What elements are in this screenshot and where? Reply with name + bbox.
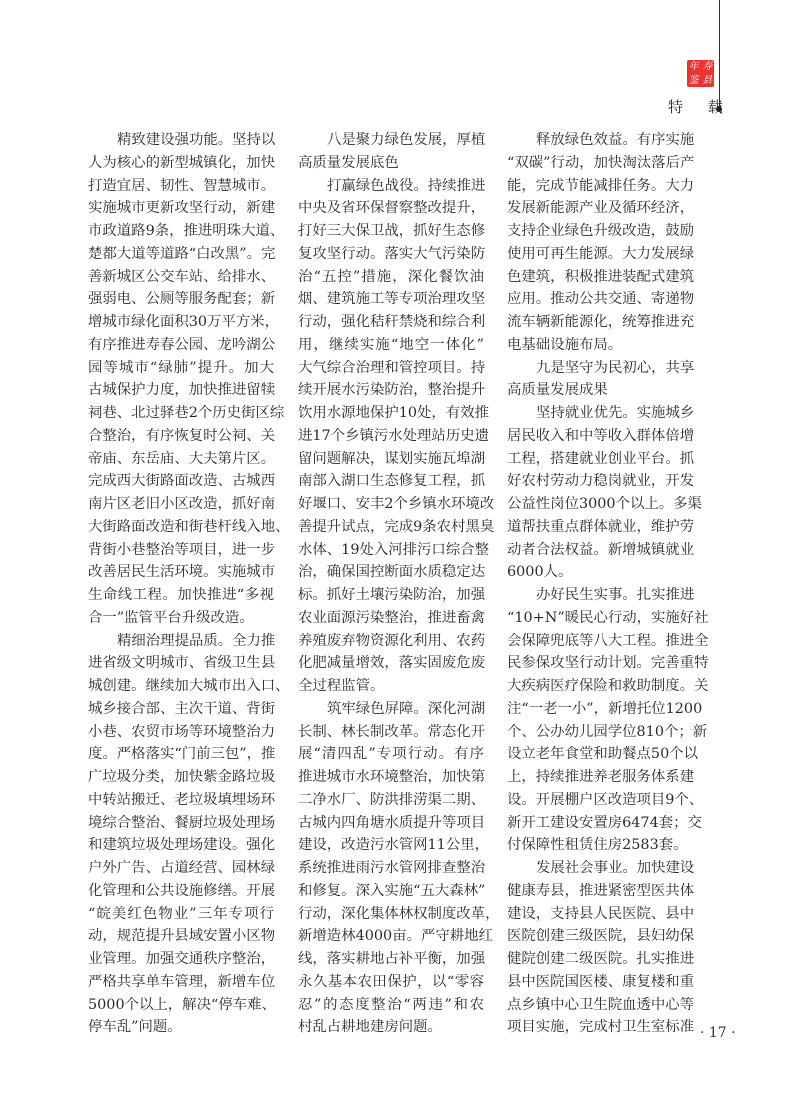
text-line: 善新城区公交车站、给排水、	[88, 268, 276, 285]
section-label: 特 载	[668, 98, 733, 116]
text-line: 应用。推动公共交通、寄递物	[507, 291, 695, 308]
text-line: 实施城市更新攻坚行动，新建	[88, 200, 276, 217]
text-line: 医院创建三级医院，县妇幼保	[507, 928, 695, 945]
text-line: 能，完成节能减排任务。大力	[507, 177, 695, 194]
text-line: 中央及省环保督察整改提升，	[298, 200, 486, 217]
text-line: 永久基本农田保护，以“零容	[298, 973, 484, 990]
text-line: 烟、建筑施工等专项治理攻坚	[298, 291, 486, 308]
text-line: 停车乱”问题。	[88, 1019, 182, 1036]
text-line: 5000个以上，解决“停车难、	[88, 996, 276, 1013]
text-line: 新开工建设安置房6474套；交	[507, 814, 702, 831]
seal-char: 年	[688, 61, 699, 72]
text-line: 善提升试点，完成9条农村黑臭	[298, 518, 495, 535]
text-line: 强弱电、公厕等服务配套；新	[88, 291, 276, 308]
text-line: 和修复。深入实施“五大森林”	[298, 882, 486, 899]
text-line: 留问题解决，谋划实施瓦埠湖	[298, 450, 486, 467]
yearbook-seal-logo	[687, 60, 714, 87]
text-line: 改善居民生活环境。实施城市	[88, 564, 276, 581]
text-line: 合一”监管平台升级改造。	[88, 609, 254, 626]
text-line: 标。抓好土壤污染防治，加强	[298, 587, 486, 603]
seal-char: 鉴	[688, 74, 699, 86]
text-line: 建设，支持县人民医院、县中	[507, 905, 695, 922]
page-number: · 17 ·	[700, 1025, 736, 1041]
text-line: 八是聚力绿色发展，厚植	[327, 132, 486, 148]
text-line: 道帮扶重点群体就业，维护劳	[507, 518, 695, 535]
text-line: 大疾病医疗保险和救助制度。关	[507, 678, 709, 694]
text-line: 推进城市水环境整治，加快第	[298, 769, 486, 785]
text-line: 发展社会事业。加快建设	[536, 860, 695, 876]
text-line: 发展新能源产业及循环经济，	[507, 200, 695, 217]
text-line: 全过程监管。	[298, 678, 385, 694]
text-line: “10+N”暖民心行动，实施好社	[507, 609, 709, 626]
text-line: “双碳”行动，加快淘汰落后产	[507, 154, 695, 171]
text-line: 水体、19处入河排污口综合整	[298, 541, 489, 558]
text-line: 祠巷、北过驿巷2个历史街区综	[88, 405, 285, 421]
text-line: 展“清四乱”专项行动。有序	[298, 746, 484, 763]
text-line: 办好民生实事。扎实推进	[536, 587, 695, 603]
text-line: 进省级文明城市、省级卫生县	[88, 655, 276, 672]
text-line: 色建筑，积极推进装配式建筑	[507, 268, 695, 285]
text-line: 注“一老一小”，新增托位1200	[507, 700, 703, 717]
text-line: 高质量发展成果	[507, 382, 608, 399]
text-line: 设。开展棚户区改造项目9个、	[507, 791, 704, 808]
text-line: 完成西大街路面改造、古城西	[88, 473, 276, 490]
text-line: 行动，强化秸秆禁烧和综合利	[298, 314, 486, 330]
text-line: 电基础设施布局。	[507, 336, 623, 353]
text-line: 治“五控”措施，深化餐饮油	[298, 268, 484, 285]
seal-char: 寿	[702, 61, 713, 72]
seal-char: 县	[702, 74, 713, 86]
text-line: 民参保攻坚行动计划。完善重特	[507, 655, 709, 672]
text-line: 境综合整治、餐厨垃圾处理场	[88, 814, 276, 831]
text-column-2	[298, 129, 500, 1039]
text-line: 化管理和公共设施修缮。开展	[88, 882, 276, 899]
text-line: 县中医院国医楼、康复楼和重	[507, 973, 695, 990]
text-line: 有序推进寿春公园、龙吟湖公	[88, 336, 276, 353]
text-line: 续开展水污染防治，整治提升	[298, 382, 486, 399]
text-line: 使用可再生能源。大力发展绿	[507, 245, 695, 262]
text-line: 忍”的态度整治“两违”和农	[298, 996, 484, 1013]
text-line: 居民收入和中等收入群体倍增	[507, 427, 695, 444]
text-line: 动者合法权益。新增城镇就业	[507, 541, 695, 558]
text-line: 化肥减量增效，落实固废危废	[298, 655, 486, 672]
text-line: 大气综合治理和管控项目。持	[298, 359, 486, 376]
text-line: 古城保护力度，加快推进留犊	[88, 382, 276, 399]
text-line: 6000人。	[507, 564, 573, 581]
text-line: 长制、林长制改革。常态化开	[298, 723, 486, 740]
text-line: 度。严格落实“门前三包”，推	[88, 746, 276, 763]
text-line: 城创建。继续加大城市出入口、	[88, 678, 290, 694]
header-rule	[719, 0, 720, 109]
text-line: 南部入湖口生态修复工程，抓	[298, 473, 486, 490]
text-line: 健康寿县，推进紧密型医共体	[507, 882, 695, 899]
text-line: 饮用水源地保护10处，有效推	[298, 405, 489, 421]
text-line: 村乱占耕地建房问题。	[298, 1019, 442, 1036]
text-line: 高质量发展底色	[298, 154, 399, 171]
text-line: 释放绿色效益。有序实施	[536, 132, 695, 148]
text-line: 大街路面改造和街巷杆线入地、	[88, 518, 290, 535]
text-line: 古城内四角塘水质提升等项目	[298, 814, 486, 831]
text-line: 业管理。加强交通秩序整治，	[88, 951, 276, 967]
text-line: 严格共享单车管理，新增车位	[88, 973, 276, 990]
text-line: 户外广告、占道经营、园林绿	[88, 860, 276, 876]
text-line: 小巷、农贸市场等环境整治力	[88, 723, 276, 740]
text-line: 园等城市“绿肺”提升。加大	[88, 359, 274, 376]
text-line: 用，继续实施“地空一体化”	[298, 336, 484, 353]
text-line: 治，确保国控断面水质稳定达	[298, 564, 486, 581]
text-line: 行动，深化集体林权制度改革，	[298, 905, 500, 922]
text-line: 市政道路9条，推进明珠大道、	[88, 223, 285, 239]
text-line: 好农村劳动力稳岗就业，开发	[507, 473, 695, 490]
text-line: 上，持续推进养老服务体系建	[507, 769, 695, 785]
text-line: 精致建设强功能。坚持以	[117, 132, 276, 148]
text-line: 南片区老旧小区改造，抓好南	[88, 496, 276, 512]
text-line: 新增造林4000亩。严守耕地红	[298, 928, 493, 945]
text-line: 和建筑垃圾处理场建设。强化	[88, 837, 276, 854]
text-line: 会保障兜底等八大工程。推进全	[507, 632, 709, 649]
text-line: 设立老年食堂和助餐点50个以	[507, 746, 698, 763]
text-line: 农业面源污染整治，推进畜禽	[298, 609, 486, 626]
text-line: 城乡接合部、主次干道、背街	[88, 700, 276, 717]
text-line: 九是坚守为民初心，共享	[536, 359, 695, 376]
text-line: 合整治，有序恢复时公祠、关	[88, 427, 276, 444]
text-line: 项目实施，完成村卫生室标准	[507, 1019, 695, 1036]
text-line: 公益性岗位3000个以上。多渠	[507, 496, 702, 512]
text-line: 生命线工程。加快推进“多视	[88, 587, 274, 603]
text-line: 帝庙、东岳庙、大夫第片区。	[88, 450, 276, 467]
text-line: 个、公办幼儿园学位810个；新	[507, 723, 708, 740]
text-line: 精细治理提品质。全力推	[117, 632, 276, 649]
text-line: 好堰口、安丰2个乡镇水环境改	[298, 496, 495, 512]
text-line: 人为核心的新型城镇化，加快	[88, 154, 276, 171]
text-column-1	[88, 129, 290, 1039]
text-line: 系统推进雨污水管网排查整治	[298, 860, 486, 876]
text-line: 增城市绿化面积30万平方米，	[88, 314, 279, 330]
text-line: 二净水厂、防洪排涝渠二期、	[298, 791, 486, 808]
text-line: 支持企业绿色升级改造，鼓励	[507, 223, 695, 239]
text-line: 建设，改造污水管网11公里，	[298, 837, 489, 854]
text-line: 流车辆新能源化，统筹推进充	[507, 314, 695, 330]
text-line: 坚持就业优先。实施城乡	[536, 405, 695, 421]
text-line: 复攻坚行动。落实大气污染防	[298, 245, 486, 262]
text-line: “皖美红色物业”三年专项行	[88, 905, 274, 922]
text-line: 动，规范提升县域安置小区物	[88, 928, 276, 945]
text-line: 打造宜居、韧性、智慧城市。	[88, 177, 276, 194]
text-line: 线，落实耕地占补平衡，加强	[298, 951, 486, 967]
text-line: 中转站搬迁、老垃圾填埋场环	[88, 791, 276, 808]
text-line: 筑牢绿色屏障。深化河湖	[327, 700, 486, 717]
text-line: 打好三大保卫战，抓好生态修	[298, 223, 486, 239]
text-line: 广垃圾分类，加快紫金路垃圾	[88, 769, 276, 785]
text-line: 打赢绿色战役。持续推进	[327, 177, 486, 194]
text-column-3	[507, 129, 709, 1039]
text-line: 进17个乡镇污水处理站历史遗	[298, 427, 489, 444]
text-line: 楚都大道等道路“白改黑”。完	[88, 245, 276, 262]
text-line: 付保障性租赁住房2583套。	[507, 837, 688, 854]
text-line: 工程，搭建就业创业平台。抓	[507, 450, 695, 467]
text-line: 背街小巷整治等项目，进一步	[88, 541, 276, 558]
text-line: 健院创建二级医院。扎实推进	[507, 951, 695, 967]
text-line: 点乡镇中心卫生院血透中心等	[507, 996, 695, 1013]
text-line: 养殖废弃物资源化利用、农药	[298, 632, 486, 649]
